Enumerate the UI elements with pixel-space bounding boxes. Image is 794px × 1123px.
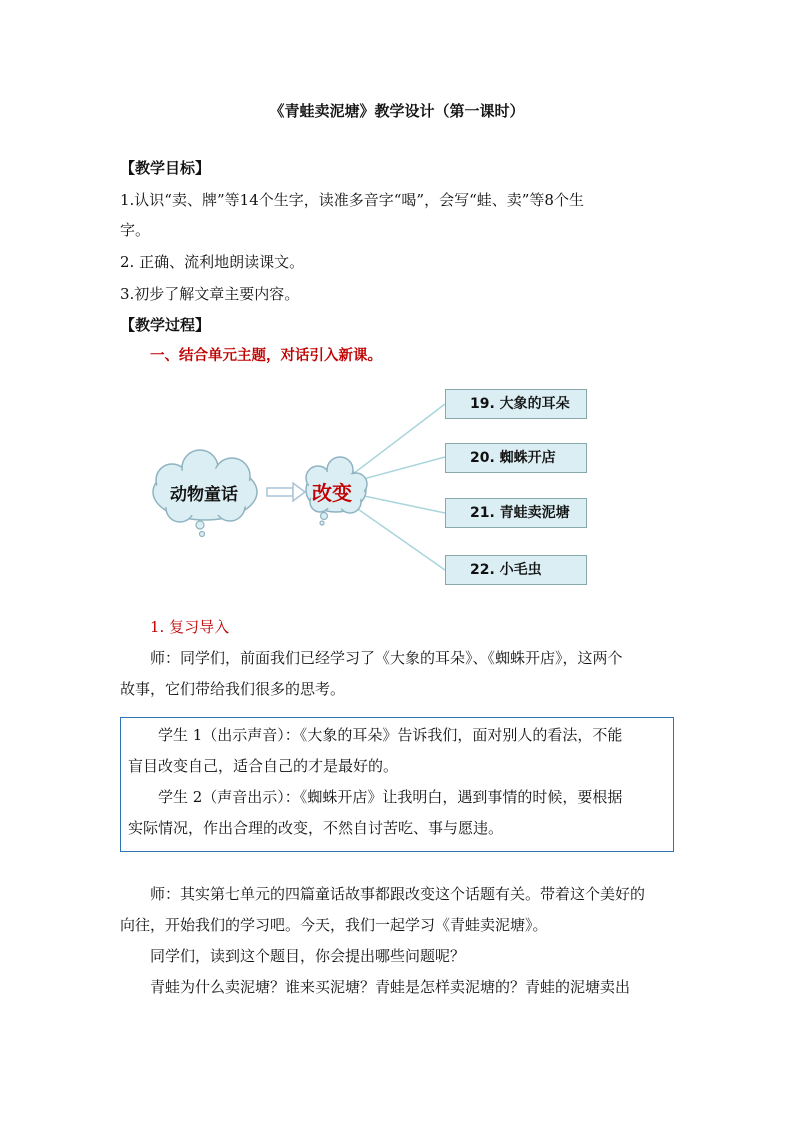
teacher-line-2a: 师：其实第七单元的四篇童话故事都跟改变这个话题有关。带着这个美好的 (150, 885, 646, 903)
arrow-right-icon (267, 483, 305, 501)
lesson-box-20: 20. 蜘蛛开店 (445, 443, 587, 473)
lesson-diagram (150, 380, 600, 590)
lesson-box-19: 19. 大象的耳朵 (445, 389, 587, 419)
review-heading: 1. 复习导入 (150, 618, 230, 636)
lesson-box-22: 22. 小毛虫 (445, 555, 587, 585)
teacher-line-1a: 师：同学们，前面我们已经学习了《大象的耳朵》、《蜘蛛开店》，这两个 (150, 649, 623, 667)
goal-1-line-1: 1.认识“卖、牌”等14个生字，读准多音字“喝”，会写“蛙、卖”等8个生 (120, 191, 584, 209)
lesson-box-21: 21. 青蛙卖泥塘 (445, 498, 587, 528)
step-1-heading: 一、结合单元主题，对话引入新课。 (150, 348, 382, 364)
left-cloud-label: 动物童话 (170, 485, 238, 505)
connector-line-1 (345, 404, 445, 480)
right-cloud-label: 改变 (312, 481, 352, 505)
goal-3: 3.初步了解文章主要内容。 (120, 285, 300, 303)
process-heading: 【教学过程】 (120, 316, 211, 334)
teacher-line-1b: 故事，它们带给我们很多的思考。 (120, 680, 346, 698)
student-1-line-2: 盲目改变自己，适合自己的才是最好的。 (128, 757, 399, 775)
student-1-line-1: 学生 1（出示声音）：《大象的耳朵》告诉我们，面对别人的看法，不能 (158, 726, 623, 744)
goal-2: 2. 正确、流利地朗读课文。 (120, 253, 305, 271)
answer-line: 青蛙为什么卖泥塘？谁来买泥塘？青蛙是怎样卖泥塘的？青蛙的泥塘卖出 (150, 978, 631, 996)
teacher-line-2b: 向往，开始我们的学习吧。今天，我们一起学习《青蛙卖泥塘》。 (120, 916, 548, 934)
goals-heading: 【教学目标】 (120, 159, 211, 177)
student-2-line-1: 学生 2（声音出示）：《蜘蛛开店》让我明白，遇到事情的时候，要根据 (158, 788, 623, 806)
goal-1-line-2: 字。 (120, 221, 151, 239)
student-2-line-2: 实际情况，作出合理的改变，不然自讨苦吃、事与愿违。 (128, 819, 504, 837)
question-line: 同学们，读到这个题目，你会提出哪些问题呢？ (150, 947, 466, 965)
page-title: 《青蛙卖泥塘》教学设计（第一课时） (269, 102, 525, 120)
